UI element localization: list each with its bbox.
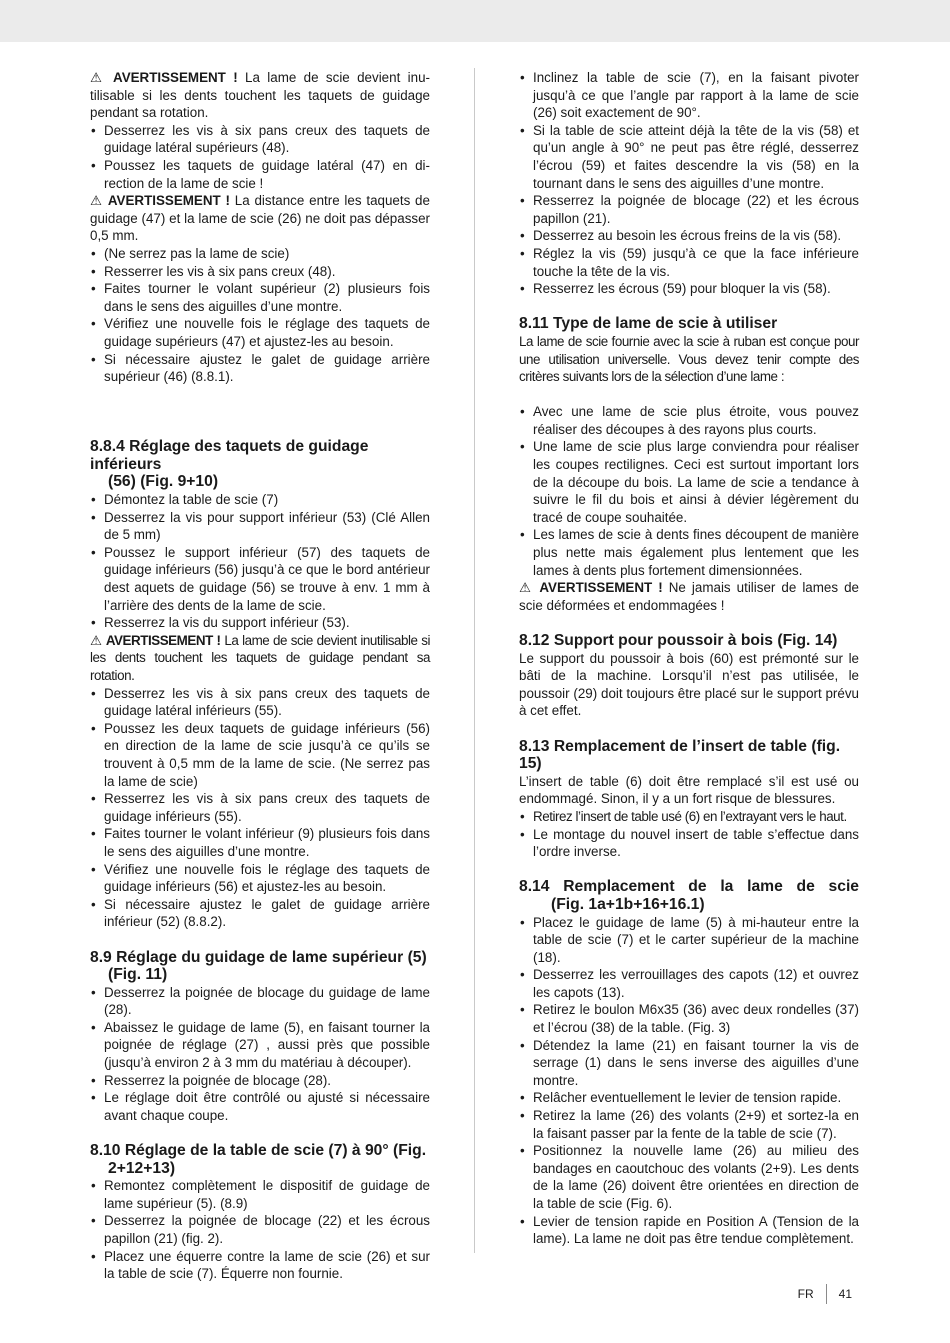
warning-icon: ⚠	[90, 632, 103, 648]
list-item: • Avec une lame de scie plus étroite, vous pouvez réaliser des découpes à des rayons plus courts.	[519, 403, 859, 438]
list-item: • Si nécessaire ajustez le galet de guidage arrière supérieur (46) (8.8.1).	[90, 351, 430, 386]
list-item: • Resserrer les vis à six pans creux (48).	[90, 263, 430, 281]
list-item: • Si nécessaire ajustez le galet de guidage arrière inférieur (52) (8.8.2).	[90, 896, 430, 931]
top-band	[0, 0, 950, 42]
section-heading-8-14: 8.14 Remplacement de la lame de scie (Fig. 1a+1b+16+16.1)	[519, 878, 859, 913]
list-item: • Inclinez la table de scie (7), en la faisant pivoter jusqu’à ce que l’angle par rapport à la lame de scie (26) soit exactement de 90°.	[519, 69, 859, 122]
warning-paragraph: ⚠ AVERTISSEMENT ! La lame de scie devient inutilisable si les dents touchent les taquets de guidage pendant sa rotation.	[90, 70, 430, 121]
list-item: • Retirez l’insert de table usé (6) en l’extrayant vers le haut.	[519, 808, 859, 826]
list-item: • Abaissez le guidage de lame (5), en faisant tourner la poignée de réglage (27) , aussi près que possible (jusqu’à environ 2 à 3 mm du matériau à découper).	[90, 1019, 430, 1072]
warning-icon: ⚠	[90, 193, 104, 209]
list-item: • Placez une équerre contre la lame de scie (26) et sur la table de scie (7). Équerre non fournie.	[90, 1248, 430, 1283]
list-item: • Le montage du nouvel insert de table s’effectue dans l’ordre inverse.	[519, 826, 859, 861]
section-heading-8-12: 8.12 Support pour poussoir à bois (Fig. 14)	[519, 632, 838, 649]
section-heading-8-8-4: 8.8.4 Réglage des taquets de guidage inférieurs (56) (Fig. 9+10)	[90, 438, 369, 491]
list-item: • Réglez la vis (59) jusqu’à ce que la face inférieure touche la tête de la vis.	[519, 245, 859, 280]
column-divider	[474, 68, 475, 1253]
list-item: • Retirez le boulon M6x35 (36) avec deux rondelles (37) et l’écrou (38) de la table. (Fig. 3)	[519, 1001, 859, 1036]
list-item: • Resserrez la vis du support inférieur (53).	[90, 614, 430, 632]
list-item: • Resserrez la poignée de blocage (28).	[90, 1072, 430, 1090]
list-item: • Si la table de scie atteint déjà la tête de la vis (58) et qu’un angle à 90° ne peut pas être réglé, desserrez l’écrou (59) et faites descendre la vis (58) en la tournant dans le sens des aiguilles d’une montre.	[519, 122, 859, 192]
right-column	[519, 69, 859, 1248]
language-label: FR	[797, 1287, 814, 1301]
list-item: • Desserrez la poignée de blocage (22) et les écrous papillon (21) (fig. 2).	[90, 1212, 430, 1247]
list-item: • Vérifiez une nouvelle fois le réglage des taquets de guidage supérieurs (47) et ajustez-les au besoin.	[90, 315, 430, 350]
list-item: • Le réglage doit être contrôlé ou ajusté si nécessaire avant chaque coupe.	[90, 1089, 430, 1124]
section-text: L’insert de table (6) doit être remplacé s’il est usé ou endommagé. Sinon, il y a un fort risque de blessures.	[519, 773, 859, 807]
warning-paragraph: ⚠ AVERTISSEMENT ! La distance entre les taquets de guidage (47) et la lame de scie (26) ne doit pas dépasser 0,5 mm.	[90, 193, 430, 244]
list-item: • Poussez les taquets de guidage latéral (47) en direction de la lame de scie !	[90, 157, 430, 192]
list-item: • Relâcher eventuellement le levier de tension rapide.	[519, 1089, 859, 1107]
list-item: • Resserrez les vis à six pans creux des taquets de guidage inférieurs (55).	[90, 790, 430, 825]
left-column	[90, 69, 430, 1283]
list-item: • Vérifiez une nouvelle fois le réglage des taquets de guidage inférieurs (56) et ajustez-les au besoin.	[90, 861, 430, 896]
list-item: • Poussez les deux taquets de guidage inférieurs (56) en direction de la lame de scie jusqu’à ce qu’ils se trouvent à 0,5 mm de la lame de scie. (Ne serrez pas la lame de scie)	[90, 720, 430, 790]
list-item: • Positionnez la nouvelle lame (26) au milieu des bandages en caoutchouc des volants (2+9). Les dents de la lame (26) doivent être orientées en direction de la table de scie (Fig. 6).	[519, 1142, 859, 1212]
list-item: • Desserrez les verrouillages des capots (12) et ouvrez les capots (13).	[519, 966, 859, 1001]
list-item: • Desserrez les vis à six pans creux des taquets de guidage latéral inférieurs (55).	[90, 685, 430, 720]
list-item: • Remontez complètement le dispositif de guidage de lame supérieur (5). (8.9)	[90, 1177, 430, 1212]
list-item: • Desserrez au besoin les écrous freins de la vis (58).	[519, 227, 859, 245]
list-item: • Les lames de scie à dents fines découpent de manière plus nette mais également plus lentement que les lames à dents plus fortement dimensionnées.	[519, 526, 859, 579]
list-item: • Resserrez les écrous (59) pour bloquer la vis (58).	[519, 280, 859, 298]
list-item: • Levier de tension rapide en Position A (Tension de la lame). La lame ne doit pas être tendue complètement.	[519, 1213, 859, 1248]
list-item: • Poussez le support inférieur (57) des taquets de guidage inférieurs (56) jusqu’à ce que le bord antérieur dest aquets de guidage (56) se trouve à env. 1 mm à l’arrière des dents de la lame de scie.	[90, 544, 430, 614]
list-item: • Retirez la lame (26) des volants (2+9) et sortez-la en la faisant passer par la fente de la table de scie (7).	[519, 1107, 859, 1142]
list-item: • Desserrez la vis pour support inférieur (53) (Clé Allen de 5 mm)	[90, 509, 430, 544]
warning-paragraph: ⚠ AVERTISSEMENT ! La lame de scie devient inutilisable si les dents touchent les taquets de guidage pendant sa rotation.	[90, 632, 431, 683]
page-number: 41	[838, 1287, 852, 1301]
section-heading-8-11: 8.11 Type de lame de scie à utiliser	[519, 315, 778, 333]
list-item: • Faites tourner le volant supérieur (2) plusieurs fois dans le sens des aiguilles d’une montre.	[90, 280, 430, 315]
section-heading-8-9: 8.9 Réglage du guidage de lame supérieur (5) (Fig. 11)	[90, 948, 427, 984]
list-item: • Placez le guidage de lame (5) à mi-hauteur entre la table de scie (7) et le carter supérieur de la machine (18).	[519, 914, 859, 967]
section-heading-8-13: 8.13 Remplacement de l’insert de table (fig. 15)	[519, 737, 841, 773]
list-item: • Faites tourner le volant inférieur (9) plusieurs fois dans le sens des aiguilles d’une montre.	[90, 825, 430, 860]
page-footer	[798, 1284, 852, 1304]
list-item: • Desserrez les vis à six pans creux des taquets de guidage latéral supérieurs (48).	[90, 122, 430, 157]
section-text: Le support du poussoir à bois (60) est prémonté sur le bâti de la machine. Lorsqu’il n’est pas utilisée, le poussoir (29) doit toujours être placé sur le support prévu à cet effet.	[519, 650, 859, 719]
warning-icon: ⚠	[90, 70, 106, 85]
warning-icon: ⚠	[519, 580, 534, 596]
list-item: • Desserrez la poignée de blocage du guidage de lame (28).	[90, 984, 430, 1019]
list-item: • Démontez la table de scie (7)	[90, 491, 430, 509]
list-item: • (Ne serrez pas la lame de scie)	[90, 245, 430, 263]
warning-paragraph: ⚠ AVERTISSEMENT ! Ne jamais utiliser de lames de scie déformées et endommagées !	[519, 580, 859, 613]
section-heading-8-10: 8.10 Réglage de la table de scie (7) à 90° (Fig. 2+12+13)	[90, 1142, 427, 1177]
list-item: • Resserrez la poignée de blocage (22) et les écrous papillon (21).	[519, 192, 859, 227]
section-text: La lame de scie fournie avec la scie à ruban est conçue pour une utilisation universelle. Vous devez tenir compte des critères suivants lors de la sélection d’une lame :	[519, 333, 859, 385]
list-item: • Détendez la lame (21) en faisant tourner la vis de serrage (1) dans le sens inverse des aiguilles d’une montre.	[519, 1037, 859, 1090]
list-item: • Une lame de scie plus large conviendra pour réaliser les coupes rectilignes. Ceci est surtout important lors de la découpe du bois. La lame de scie a tendance à suivre le fil du bois et ainsi à dévier légèrement du tracé de coupe souhaitée.	[519, 438, 859, 526]
footer-divider	[826, 1284, 827, 1304]
